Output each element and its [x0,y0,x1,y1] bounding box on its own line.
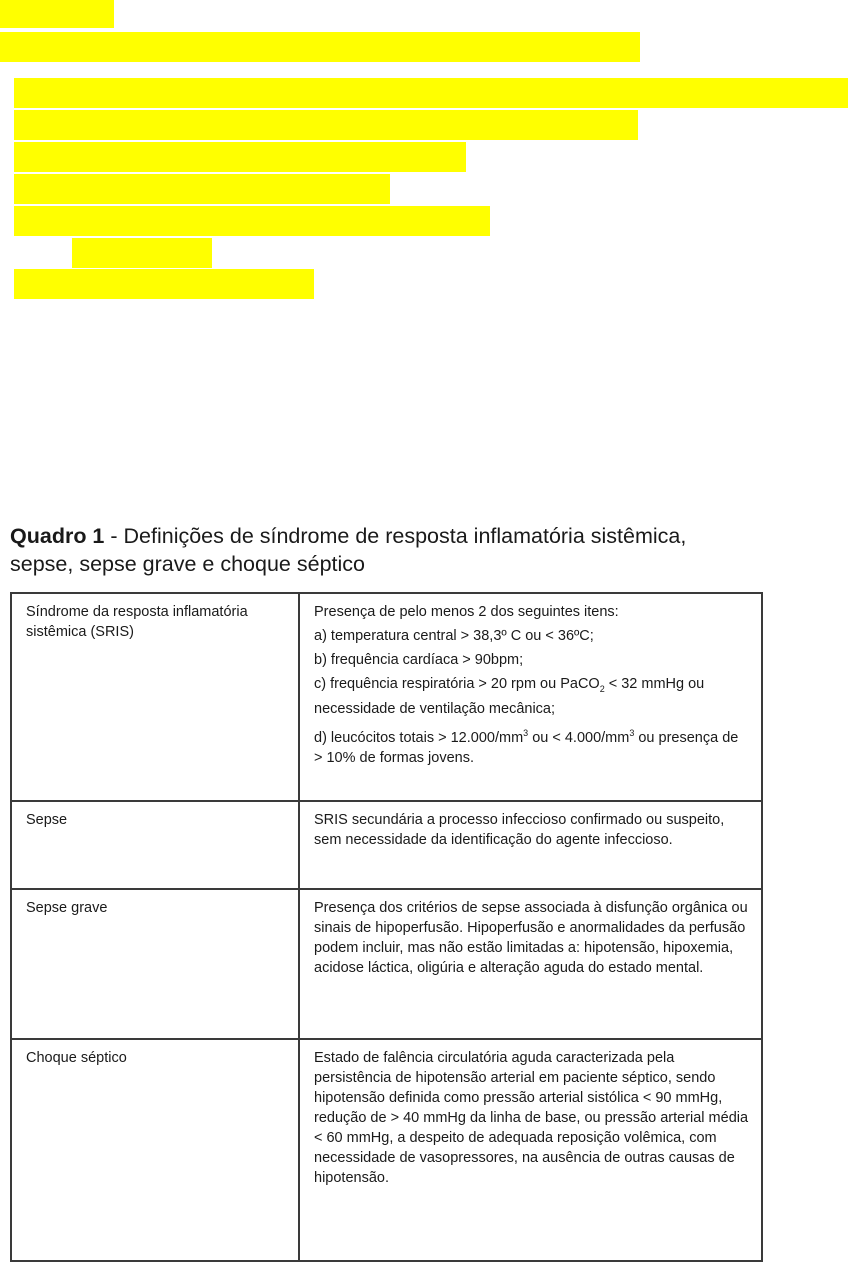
definition-cell [299,1039,762,1261]
term-cell [11,801,299,889]
term-sepse: Sepse [26,812,68,828]
caption-text-line2: sepse, sepse grave e choque séptico [10,552,365,576]
term-choque-septico: Choque séptico [26,1050,127,1066]
definition-choque-septico: Estado de falência circulatória aguda caracterizada pela persistência de hipotensão arterial em paciente séptico, sendo hipotensão definida como pressão arterial sistólica < 90 mmHg, redução de > 40 mmHg da linha de base, ou pressão arterial média < 60 mmHg, a despeito de adequada reposição volêmica, com necessidade de vasopressores, na ausência de outras causas de hipotensão. [314,1050,749,1186]
definition-cell [299,889,762,1039]
definition-sepse: SRIS secundária a processo infeccioso confirmado ou suspeito, sem necessidade da identificação do agente infeccioso. [314,812,725,848]
table-row [11,593,762,801]
caption-text-line1: Definições de síndrome de resposta inflamatória sistêmica, [123,524,687,548]
table-row [11,801,762,889]
term-cell [11,889,299,1039]
highlight-bar-8 [72,238,212,268]
definitions-table [10,592,763,1262]
table-row [11,889,762,1039]
term-cell [11,1039,299,1261]
highlight-bar-2 [0,32,640,62]
highlight-bar-7 [14,206,490,236]
term-sris: Síndrome da resposta inflamatória sistêmica (SRIS) [26,604,248,640]
sris-item-d-sup1: 3 [523,727,529,738]
sris-item-a: a) temperatura central > 38,3º C ou < 36ºC; [314,628,594,644]
definition-cell [299,801,762,889]
sris-intro: Presença de pelo menos 2 dos seguintes itens: [314,604,619,620]
sris-item-c [314,674,749,719]
highlight-bar-3 [14,78,848,108]
sris-item-d-part1: d) leucócitos totais > 12.000/mm [314,729,524,746]
highlight-bar-5 [14,142,466,172]
sris-item-b: b) frequência cardíaca > 90bpm; [314,652,524,668]
caption-separator: - [104,524,124,548]
highlight-bar-6 [14,174,390,204]
sris-item-c-part1: c) frequência respiratória > 20 rpm ou PaCO [314,676,600,692]
sris-item-d-sup2: 3 [629,727,635,738]
table-caption [10,522,810,578]
sris-item-c-part2: < 32 mmHg ou necessidade de ventilação mecânica; [314,676,705,717]
highlight-bar-9 [14,269,314,299]
sris-item-d-part3: ou presença de > 10% de formas jovens. [314,729,739,766]
sris-item-c-sub: 2 [599,683,605,694]
highlight-bar-4 [14,110,638,140]
highlight-bar-1 [0,0,114,28]
caption-label: Quadro 1 [10,524,105,548]
term-cell [11,593,299,801]
definition-sepse-grave: Presença dos critérios de sepse associada à disfunção orgânica ou sinais de hipoperfusão. Hipoperfusão e anormalidades da perfusão podem incluir, mas não estão limitadas a: hipotensão, hipoxemia, acidose láctica, oligúria e alteração aguda do estado mental. [314,900,748,976]
sris-item-d [314,723,749,768]
term-sepse-grave: Sepse grave [26,900,108,916]
table-row [11,1039,762,1261]
sris-item-d-part2: ou < 4.000/mm [528,729,630,746]
definition-cell [299,593,762,801]
